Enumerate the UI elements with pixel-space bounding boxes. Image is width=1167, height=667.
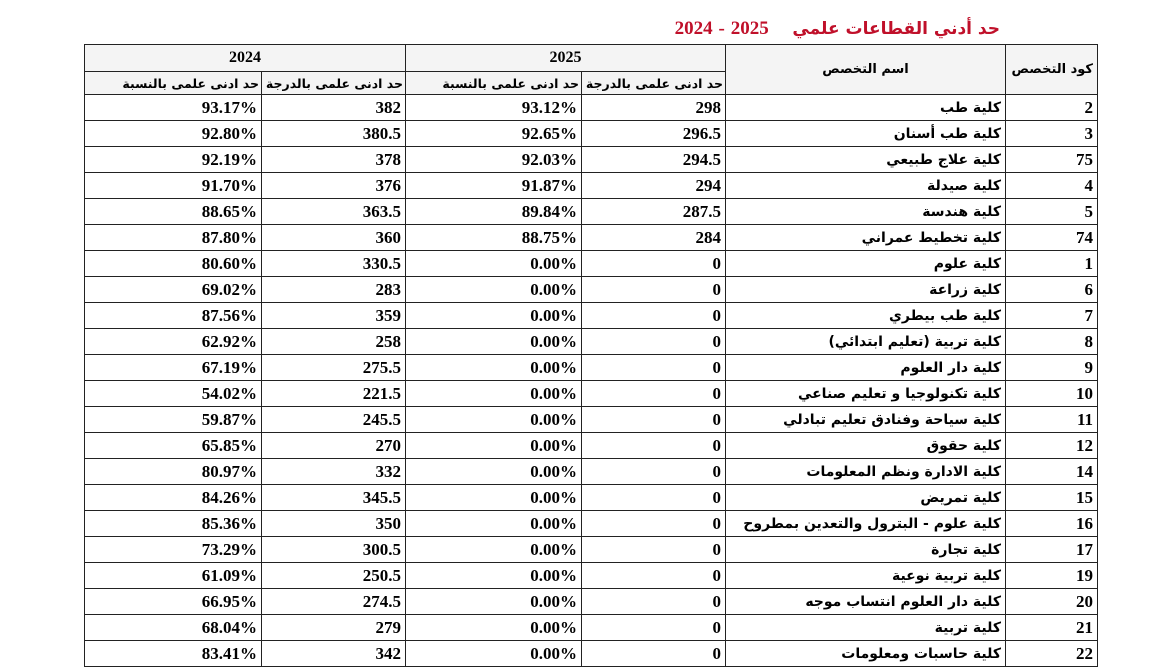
table-row <box>85 511 1098 537</box>
header-2024-min-score: حد ادنى علمى بالدرجة <box>262 72 406 95</box>
cell-2024-percent: 85.36% <box>85 511 262 537</box>
cell-2024-percent: 67.19% <box>85 355 262 381</box>
table-row <box>85 615 1098 641</box>
title-separator: - <box>718 18 725 39</box>
table-row <box>85 433 1098 459</box>
cell-2024-score: 274.5 <box>262 589 406 615</box>
cell-2025-score: 0 <box>582 563 726 589</box>
cell-2024-percent: 92.80% <box>85 121 262 147</box>
cell-2025-percent: 0.00% <box>406 641 582 667</box>
cell-specialty-name: كلية الادارة ونظم المعلومات <box>726 459 1006 485</box>
cell-2024-percent: 61.09% <box>85 563 262 589</box>
cell-2024-score: 359 <box>262 303 406 329</box>
cell-specialty-name: كلية سياحة وفنادق تعليم تبادلي <box>726 407 1006 433</box>
cell-2024-percent: 66.95% <box>85 589 262 615</box>
cell-2024-percent: 84.26% <box>85 485 262 511</box>
cell-2025-percent: 0.00% <box>406 563 582 589</box>
cell-2025-score: 0 <box>582 641 726 667</box>
cell-2025-score: 0 <box>582 277 726 303</box>
cell-2024-score: 300.5 <box>262 537 406 563</box>
cell-2025-percent: 91.87% <box>406 173 582 199</box>
table-row <box>85 121 1098 147</box>
table-row <box>85 303 1098 329</box>
cell-2024-percent: 54.02% <box>85 381 262 407</box>
cell-2025-score: 0 <box>582 381 726 407</box>
table-row <box>85 173 1098 199</box>
cell-2024-score: 376 <box>262 173 406 199</box>
cell-2025-score: 294.5 <box>582 147 726 173</box>
cell-2025-percent: 0.00% <box>406 459 582 485</box>
cell-2024-percent: 65.85% <box>85 433 262 459</box>
cell-2025-percent: 0.00% <box>406 589 582 615</box>
table-row <box>85 459 1098 485</box>
table-row <box>85 329 1098 355</box>
cell-2025-percent: 0.00% <box>406 277 582 303</box>
cell-specialty-code: 9 <box>1006 355 1098 381</box>
header-2025-min-score: حد ادنى علمى بالدرجة <box>582 72 726 95</box>
cell-specialty-name: كلية دار العلوم <box>726 355 1006 381</box>
cell-2024-percent: 87.80% <box>85 225 262 251</box>
cell-specialty-name: كلية طب بيطري <box>726 303 1006 329</box>
header-year-2025: 2025 <box>406 45 726 72</box>
cell-specialty-name: كلية علوم - البترول والتعدين بمطروح <box>726 511 1006 537</box>
cell-specialty-name: كلية تخطيط عمراني <box>726 225 1006 251</box>
cell-2024-percent: 80.60% <box>85 251 262 277</box>
cell-specialty-code: 1 <box>1006 251 1098 277</box>
min-scores-table <box>84 44 1098 667</box>
cell-2024-score: 350 <box>262 511 406 537</box>
cell-2025-score: 0 <box>582 537 726 563</box>
cell-specialty-name: كلية تربية <box>726 615 1006 641</box>
table-row <box>85 589 1098 615</box>
table-row <box>85 537 1098 563</box>
cell-2025-percent: 93.12% <box>406 95 582 121</box>
title-year-2025: 2025 <box>730 18 769 39</box>
cell-specialty-name: كلية تربية نوعية <box>726 563 1006 589</box>
cell-specialty-name: كلية دار العلوم انتساب موجه <box>726 589 1006 615</box>
cell-2024-score: 382 <box>262 95 406 121</box>
cell-2025-percent: 0.00% <box>406 251 582 277</box>
cell-2025-score: 0 <box>582 589 726 615</box>
cell-specialty-code: 75 <box>1006 147 1098 173</box>
cell-2024-score: 378 <box>262 147 406 173</box>
cell-specialty-name: كلية صيدلة <box>726 173 1006 199</box>
cell-2024-score: 332 <box>262 459 406 485</box>
cell-specialty-name: كلية طب أسنان <box>726 121 1006 147</box>
cell-2024-percent: 68.04% <box>85 615 262 641</box>
cell-specialty-code: 6 <box>1006 277 1098 303</box>
cell-specialty-name: كلية تجارة <box>726 537 1006 563</box>
table-row <box>85 95 1098 121</box>
cell-2025-score: 0 <box>582 459 726 485</box>
cell-2025-score: 0 <box>582 407 726 433</box>
cell-2025-score: 0 <box>582 433 726 459</box>
cell-2025-percent: 0.00% <box>406 615 582 641</box>
cell-2025-percent: 0.00% <box>406 537 582 563</box>
cell-2025-score: 0 <box>582 355 726 381</box>
cell-2025-percent: 92.65% <box>406 121 582 147</box>
cell-2024-score: 380.5 <box>262 121 406 147</box>
cell-2025-percent: 0.00% <box>406 485 582 511</box>
cell-specialty-code: 4 <box>1006 173 1098 199</box>
cell-2024-percent: 92.19% <box>85 147 262 173</box>
cell-2024-score: 360 <box>262 225 406 251</box>
cell-2024-percent: 62.92% <box>85 329 262 355</box>
cell-2024-score: 250.5 <box>262 563 406 589</box>
cell-specialty-name: كلية حقوق <box>726 433 1006 459</box>
table-row <box>85 381 1098 407</box>
cell-specialty-code: 2 <box>1006 95 1098 121</box>
cell-2024-percent: 73.29% <box>85 537 262 563</box>
cell-specialty-code: 3 <box>1006 121 1098 147</box>
table-row <box>85 563 1098 589</box>
cell-specialty-code: 16 <box>1006 511 1098 537</box>
cell-2025-percent: 88.75% <box>406 225 582 251</box>
cell-2024-score: 345.5 <box>262 485 406 511</box>
cell-2024-percent: 87.56% <box>85 303 262 329</box>
cell-2025-score: 287.5 <box>582 199 726 225</box>
cell-2025-score: 298 <box>582 95 726 121</box>
cell-2024-percent: 69.02% <box>85 277 262 303</box>
table-row <box>85 485 1098 511</box>
cell-specialty-name: كلية علوم <box>726 251 1006 277</box>
cell-2025-score: 0 <box>582 485 726 511</box>
table-row <box>85 355 1098 381</box>
cell-specialty-name: كلية زراعة <box>726 277 1006 303</box>
table-row <box>85 225 1098 251</box>
header-2024-min-percent: حد ادنى علمى بالنسبة <box>85 72 262 95</box>
cell-specialty-code: 12 <box>1006 433 1098 459</box>
header-specialty-name: اسم التخصص <box>726 45 1006 95</box>
cell-2025-score: 0 <box>582 329 726 355</box>
cell-2025-score: 294 <box>582 173 726 199</box>
cell-specialty-code: 5 <box>1006 199 1098 225</box>
table-row <box>85 199 1098 225</box>
cell-2025-score: 284 <box>582 225 726 251</box>
cell-2024-score: 279 <box>262 615 406 641</box>
table-row <box>85 147 1098 173</box>
cell-specialty-code: 19 <box>1006 563 1098 589</box>
cell-2025-percent: 0.00% <box>406 355 582 381</box>
cell-specialty-code: 11 <box>1006 407 1098 433</box>
table-row <box>85 641 1098 667</box>
cell-2024-score: 363.5 <box>262 199 406 225</box>
table-body <box>85 95 1098 667</box>
page-title <box>650 18 1000 46</box>
cell-specialty-code: 17 <box>1006 537 1098 563</box>
cell-specialty-code: 14 <box>1006 459 1098 485</box>
cell-2025-score: 0 <box>582 251 726 277</box>
cell-2025-percent: 0.00% <box>406 433 582 459</box>
cell-2024-score: 258 <box>262 329 406 355</box>
cell-2024-percent: 59.87% <box>85 407 262 433</box>
table-row <box>85 277 1098 303</box>
cell-specialty-name: كلية هندسة <box>726 199 1006 225</box>
table-row <box>85 407 1098 433</box>
cell-2025-score: 0 <box>582 615 726 641</box>
cell-2025-score: 0 <box>582 511 726 537</box>
cell-specialty-name: كلية تربية (تعليم ابتدائي) <box>726 329 1006 355</box>
cell-2024-score: 275.5 <box>262 355 406 381</box>
header-year-2024: 2024 <box>85 45 406 72</box>
cell-specialty-name: كلية حاسبات ومعلومات <box>726 641 1006 667</box>
cell-2025-score: 296.5 <box>582 121 726 147</box>
cell-specialty-name: كلية تكنولوجيا و تعليم صناعي <box>726 381 1006 407</box>
cell-specialty-code: 74 <box>1006 225 1098 251</box>
cell-2024-percent: 91.70% <box>85 173 262 199</box>
cell-2025-percent: 0.00% <box>406 381 582 407</box>
cell-2025-percent: 0.00% <box>406 303 582 329</box>
cell-specialty-name: كلية علاج طبيعي <box>726 147 1006 173</box>
cell-2024-score: 245.5 <box>262 407 406 433</box>
cell-2024-percent: 80.97% <box>85 459 262 485</box>
cell-specialty-code: 20 <box>1006 589 1098 615</box>
cell-2024-score: 283 <box>262 277 406 303</box>
cell-specialty-code: 15 <box>1006 485 1098 511</box>
title-text: حد أدني القطاعات علمي <box>792 19 1000 39</box>
title-year-2024: 2024 <box>674 18 713 39</box>
cell-2024-percent: 83.41% <box>85 641 262 667</box>
cell-2024-score: 221.5 <box>262 381 406 407</box>
cell-specialty-code: 8 <box>1006 329 1098 355</box>
cell-specialty-code: 10 <box>1006 381 1098 407</box>
header-specialty-code: كود التخصص <box>1006 45 1098 95</box>
cell-specialty-code: 7 <box>1006 303 1098 329</box>
cell-2025-score: 0 <box>582 303 726 329</box>
cell-2024-score: 342 <box>262 641 406 667</box>
cell-2024-percent: 93.17% <box>85 95 262 121</box>
cell-2024-score: 270 <box>262 433 406 459</box>
table-row <box>85 251 1098 277</box>
cell-2025-percent: 0.00% <box>406 407 582 433</box>
cell-specialty-code: 22 <box>1006 641 1098 667</box>
header-2025-min-percent: حد ادنى علمى بالنسبة <box>406 72 582 95</box>
cell-specialty-code: 21 <box>1006 615 1098 641</box>
cell-2024-percent: 88.65% <box>85 199 262 225</box>
cell-2025-percent: 92.03% <box>406 147 582 173</box>
cell-specialty-name: كلية تمريض <box>726 485 1006 511</box>
cell-2025-percent: 0.00% <box>406 329 582 355</box>
cell-2025-percent: 89.84% <box>406 199 582 225</box>
cell-2024-score: 330.5 <box>262 251 406 277</box>
cell-2025-percent: 0.00% <box>406 511 582 537</box>
cell-specialty-name: كلية طب <box>726 95 1006 121</box>
